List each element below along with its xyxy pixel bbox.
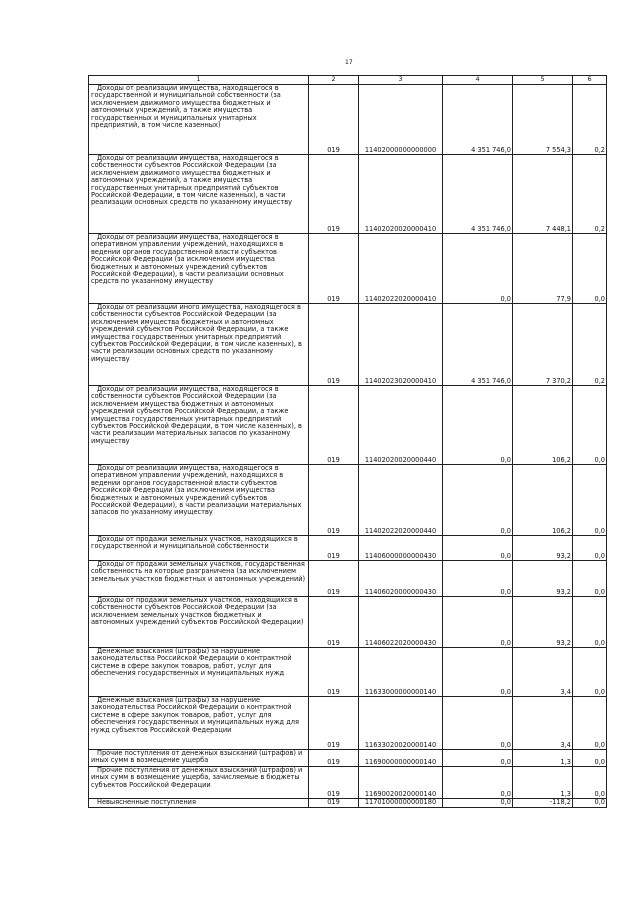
row-plan-value: 0,0 <box>443 234 513 304</box>
row-fact-value: -118,2 <box>513 799 573 808</box>
row-fact-value: 1,3 <box>513 750 573 767</box>
table-row <box>89 799 607 808</box>
row-percent-value: 0,0 <box>573 697 607 750</box>
row-fact-value: 93,2 <box>513 561 573 597</box>
row-fact-value: 77,9 <box>513 234 573 304</box>
table-row <box>89 648 607 697</box>
table-row <box>89 386 607 465</box>
row-budget-code: 11406000000000430 <box>359 536 443 561</box>
row-fact-value: 3,4 <box>513 648 573 697</box>
row-description: Доходы от реализации имущества, находящегося в собственности субъектов Российской Федерации (за исключением имущества бюджетных и автономных учреждений субъектов Российской Федерации, а также имущества государственных унитарных предприятий субъектов Российской Федерации, в том числе казенных), в части реализации материальных запасов по указанному имуществу <box>89 386 309 465</box>
column-header-5: 5 <box>513 76 573 85</box>
row-description: Доходы от реализации имущества, находящегося в оперативном управлении учреждений, находящихся в ведении органов государственной власти субъектов Российской Федерации (за исключением имущества бюджетных и автономных учреждений субъектов Российской Федерации), в части реализации материальных запасов по указанному имуществу <box>89 465 309 536</box>
row-plan-value: 0,0 <box>443 386 513 465</box>
row-percent-value: 0,0 <box>573 465 607 536</box>
row-percent-value: 0,0 <box>573 750 607 767</box>
row-budget-code: 11633020020000140 <box>359 697 443 750</box>
row-plan-value: 4 351 746,0 <box>443 85 513 155</box>
row-grbs-code: 019 <box>309 536 359 561</box>
row-description: Прочие поступления от денежных взысканий (штрафов) и иных сумм в возмещение ущерба <box>89 750 309 767</box>
row-fact-value: 7 554,3 <box>513 85 573 155</box>
row-fact-value: 1,3 <box>513 767 573 799</box>
table-row <box>89 234 607 304</box>
table-row <box>89 597 607 648</box>
row-grbs-code: 019 <box>309 304 359 386</box>
row-percent-value: 0,0 <box>573 561 607 597</box>
row-plan-value: 0,0 <box>443 561 513 597</box>
row-percent-value: 0,0 <box>573 386 607 465</box>
row-plan-value: 0,0 <box>443 648 513 697</box>
row-grbs-code: 019 <box>309 234 359 304</box>
row-percent-value: 0,0 <box>573 799 607 808</box>
row-percent-value: 0,2 <box>573 155 607 234</box>
row-description: Доходы от реализации имущества, находящегося в государственной и муниципальной собственности (за исключением движимого имущества бюджетных и автономных учреждений, а также имущества государственных и муниципальных унитарных предприятий, в том числе казенных) <box>89 85 309 155</box>
table-row <box>89 697 607 750</box>
table-row <box>89 536 607 561</box>
row-description: Доходы от реализации иного имущества, находящегося в собственности субъектов Российской Федерации (за исключением имущества бюджетных и автономных учреждений субъектов Российской Федерации, а также имущества государственных унитарных предприятий субъектов Российской Федерации, в том числе казенных), в части реализации основных средств по указанному имуществу <box>89 304 309 386</box>
row-budget-code: 11690020020000140 <box>359 767 443 799</box>
row-fact-value: 106,2 <box>513 386 573 465</box>
row-percent-value: 0,0 <box>573 648 607 697</box>
row-plan-value: 0,0 <box>443 750 513 767</box>
row-grbs-code: 019 <box>309 597 359 648</box>
row-fact-value: 93,2 <box>513 536 573 561</box>
table-row <box>89 155 607 234</box>
row-fact-value: 93,2 <box>513 597 573 648</box>
row-grbs-code: 019 <box>309 85 359 155</box>
row-budget-code: 11402023020000410 <box>359 304 443 386</box>
row-percent-value: 0,0 <box>573 536 607 561</box>
table-row <box>89 561 607 597</box>
row-plan-value: 0,0 <box>443 536 513 561</box>
row-plan-value: 0,0 <box>443 767 513 799</box>
row-budget-code: 11690000000000140 <box>359 750 443 767</box>
row-percent-value: 0,0 <box>573 767 607 799</box>
table-row <box>89 750 607 767</box>
row-description: Доходы от продажи земельных участков, государственная собственность на которые разграничена (за исключением земельных участков бюджетных и автономных учреждений) <box>89 561 309 597</box>
row-percent-value: 0,0 <box>573 597 607 648</box>
row-plan-value: 0,0 <box>443 697 513 750</box>
row-plan-value: 4 351 746,0 <box>443 304 513 386</box>
row-grbs-code: 019 <box>309 561 359 597</box>
column-header-6: 6 <box>573 76 607 85</box>
table-row <box>89 304 607 386</box>
column-header-3: 3 <box>359 76 443 85</box>
row-grbs-code: 019 <box>309 799 359 808</box>
row-percent-value: 0,2 <box>573 85 607 155</box>
row-budget-code: 11406020000000430 <box>359 561 443 597</box>
row-percent-value: 0,0 <box>573 234 607 304</box>
row-fact-value: 3,4 <box>513 697 573 750</box>
row-budget-code: 11402022020000410 <box>359 234 443 304</box>
row-description: Доходы от продажи земельных участков, находящихся в государственной и муниципальной собственности <box>89 536 309 561</box>
row-budget-code: 11406022020000430 <box>359 597 443 648</box>
row-description: Доходы от продажи земельных участков, находящихся в собственности субъектов Российской Федерации (за исключением земельных участков бюджетных и автономных учреждений субъектов Российской Федерации) <box>89 597 309 648</box>
row-grbs-code: 019 <box>309 465 359 536</box>
row-grbs-code: 019 <box>309 155 359 234</box>
row-fact-value: 7 370,2 <box>513 304 573 386</box>
row-grbs-code: 019 <box>309 386 359 465</box>
row-grbs-code: 019 <box>309 767 359 799</box>
row-description: Прочие поступления от денежных взысканий (штрафов) и иных сумм в возмещение ущерба, зачисляемые в бюджеты субъектов Российской Федерации <box>89 767 309 799</box>
row-description: Невыясненные поступления <box>89 799 309 808</box>
row-description: Доходы от реализации имущества, находящегося в собственности субъектов Российской Федерации (за исключением движимого имущества бюджетных и автономных учреждений, а также имущества государственных унитарных предприятий субъектов Российской Федерации, в том числе казенных), в части реализации основных средств по указанному имуществу <box>89 155 309 234</box>
row-grbs-code: 019 <box>309 648 359 697</box>
row-plan-value: 0,0 <box>443 465 513 536</box>
row-description: Доходы от реализации имущества, находящегося в оперативном управлении учреждений, находящихся в ведении органов государственной власти субъектов Российской Федерации (за исключением имущества бюджетных и автономных учреждений субъектов Российской Федерации), в части реализации основных средств по указанному имуществу <box>89 234 309 304</box>
revenue-table <box>88 75 607 808</box>
table-row <box>89 465 607 536</box>
row-budget-code: 11402020020000440 <box>359 386 443 465</box>
row-fact-value: 7 448,1 <box>513 155 573 234</box>
row-plan-value: 0,0 <box>443 799 513 808</box>
row-plan-value: 0,0 <box>443 597 513 648</box>
row-budget-code: 11633000000000140 <box>359 648 443 697</box>
row-description: Денежные взыскания (штрафы) за нарушение законодательства Российской Федерации о контрактной системе в сфере закупок товаров, работ, услуг для обеспечения государственных и муниципальных нужд <box>89 648 309 697</box>
row-budget-code: 11402020020000410 <box>359 155 443 234</box>
row-grbs-code: 019 <box>309 697 359 750</box>
row-grbs-code: 019 <box>309 750 359 767</box>
row-description: Денежные взыскания (штрафы) за нарушение законодательства Российской Федерации о контрактной системе в сфере закупок товаров, работ, услуг для обеспечения государственных и муниципальных нужд для нужд субъектов Российской Федерации <box>89 697 309 750</box>
row-percent-value: 0,2 <box>573 304 607 386</box>
column-header-4: 4 <box>443 76 513 85</box>
column-header-2: 2 <box>309 76 359 85</box>
table-row <box>89 85 607 155</box>
table-row <box>89 767 607 799</box>
row-budget-code: 11701000000000180 <box>359 799 443 808</box>
row-budget-code: 11402022020000440 <box>359 465 443 536</box>
column-header-1: 1 <box>89 76 309 85</box>
row-fact-value: 106,2 <box>513 465 573 536</box>
page-number: 17 <box>345 59 353 66</box>
row-budget-code: 11402000000000000 <box>359 85 443 155</box>
row-plan-value: 4 351 746,0 <box>443 155 513 234</box>
